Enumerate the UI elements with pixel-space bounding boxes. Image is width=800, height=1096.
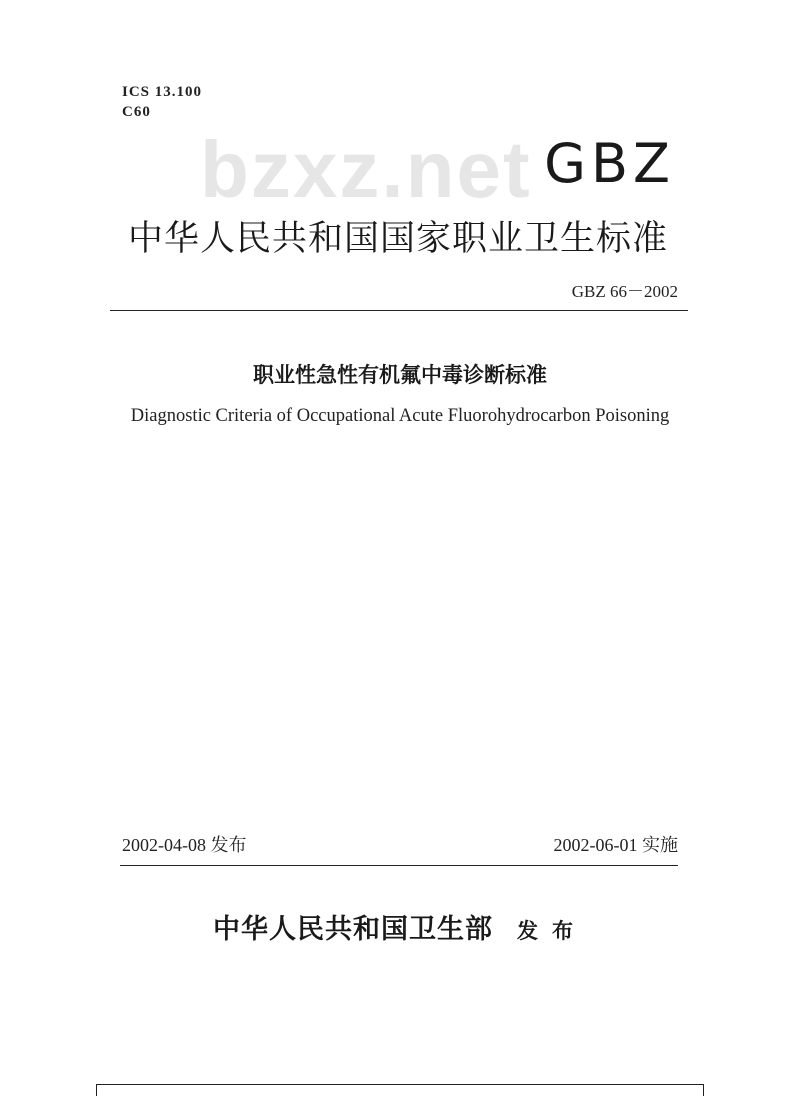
ccs-code: C60 [122, 104, 151, 120]
header-divider [110, 310, 688, 311]
document-title-cn: 职业性急性有机氟中毒诊断标准 [253, 363, 547, 387]
next-page-edge [96, 1084, 704, 1096]
effective-date: 2002-06-01 实施 [553, 835, 678, 855]
watermark: bzxz.net [200, 125, 532, 214]
gbz-logo: GBZ [544, 132, 675, 195]
publisher-line [0, 910, 800, 951]
publisher-name: 中华人民共和国卫生部 [213, 914, 493, 945]
footer-divider [120, 865, 678, 866]
issue-date: 2002-04-08 发布 [122, 835, 247, 855]
classification-codes [122, 82, 202, 122]
ics-code: ICS 13.100 [122, 84, 203, 100]
standard-number: GBZ 66－2002 [571, 282, 678, 301]
organization-title: 中华人民共和国国家职业卫生标准 [128, 219, 669, 259]
document-title-en: Diagnostic Criteria of Occupational Acute Fluorohydrocarbon Poisoning [130, 406, 670, 426]
publisher-action: 发布 [517, 919, 587, 943]
